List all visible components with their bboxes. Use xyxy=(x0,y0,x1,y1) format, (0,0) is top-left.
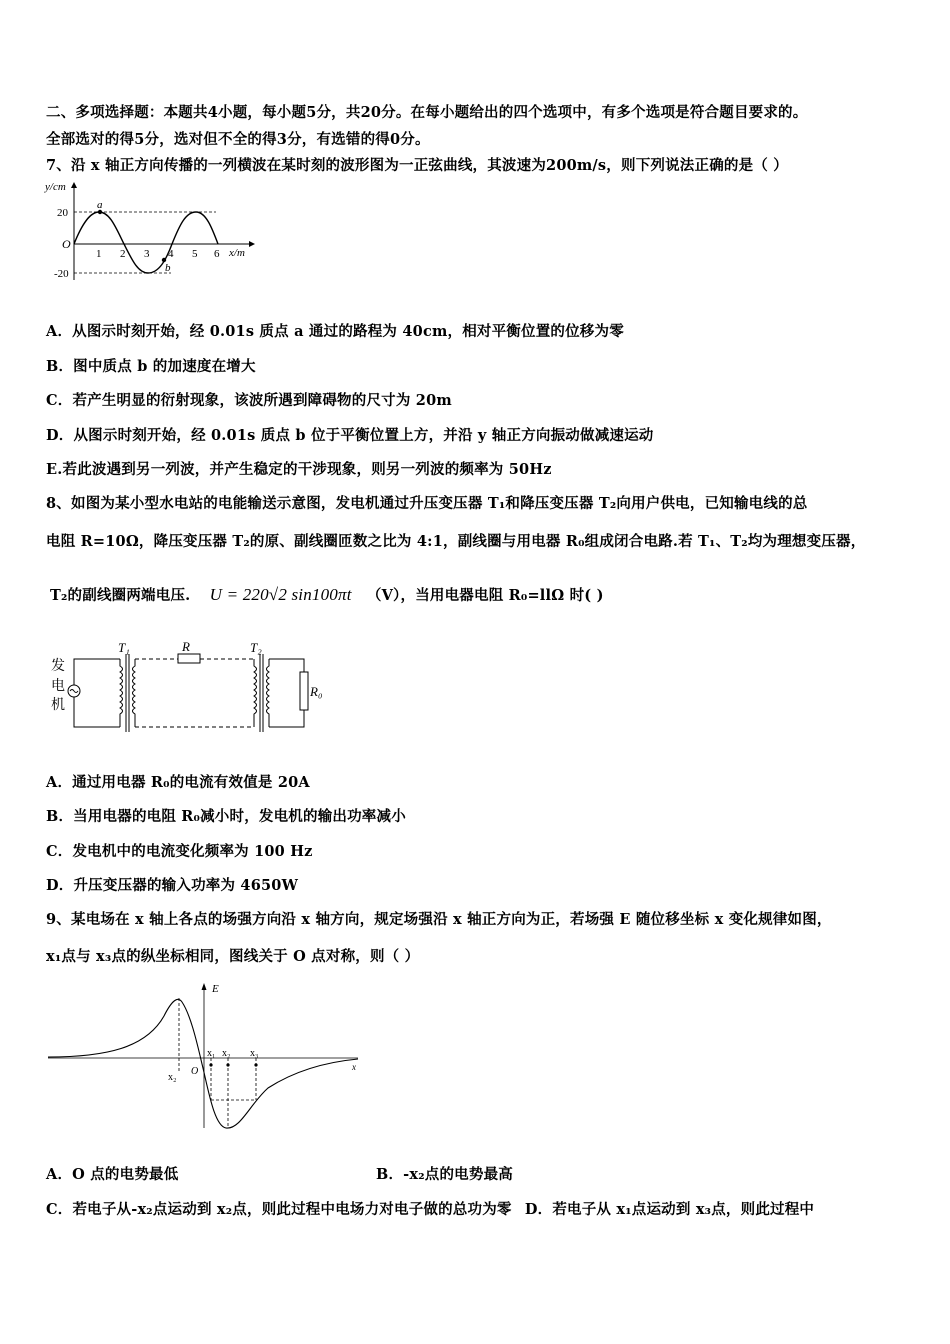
q8-line3-pre: T₂的副线圈两端电压. xyxy=(50,587,191,604)
q9-e-curve xyxy=(48,999,358,1128)
q8-option-a: A．通过用电器 R₀的电流有效值是 20A xyxy=(46,774,310,791)
q7-option-a: A．从图示时刻开始，经 0.01s 质点 a 通过的路程为 40cm，相对平衡位置的位移为零 xyxy=(46,323,624,340)
q9-e-label: E xyxy=(212,983,219,995)
q7-xtick-3: 3 xyxy=(144,248,150,260)
q9-option-b: B．-x₂点的电势最高 xyxy=(376,1166,513,1183)
q8-load-resistor xyxy=(300,672,308,710)
q7-option-b: B．图中质点 b 的加速度在增大 xyxy=(46,358,256,375)
q8-r0-label: R₀ xyxy=(310,684,323,699)
q8-stem-line2: 电阻 R=10Ω，降压变压器 T₂的原、副线圈匝数之比为 4:1，副线圈与用电器 R₀组成闭合电路.若 T₁、T₂均为理想变压器， xyxy=(46,533,866,550)
q8-r-label: R xyxy=(182,639,190,654)
q8-line3-post: （V），当用电器电阻 R₀=llΩ 时( ) xyxy=(366,587,604,604)
q9-axis-end: x xyxy=(352,1062,356,1072)
q8-circuit-figure xyxy=(48,638,348,738)
q9-stem-line2: x₁点与 x₃点的纵坐标相同，图线关于 O 点对称，则（ ） xyxy=(46,948,420,965)
q7-option-e: E.若此波遇到另一列波，并产生稳定的干涉现象，则另一列波的频率为 50Hz xyxy=(46,461,552,478)
q8-t2-label: T₂ xyxy=(250,640,262,655)
q9-field-figure xyxy=(46,978,366,1138)
q9-stem-line1: 9、某电场在 x 轴上各点的场强方向沿 x 轴方向，规定场强沿 x 轴正方向为正，若场强 E 随位移坐标 x 变化规律如图， xyxy=(46,911,832,928)
q7-ylabel: y/cm xyxy=(45,181,66,193)
q7-label-b: b xyxy=(165,262,171,274)
q9-option-c-d xyxy=(46,1198,814,1219)
q8-stem-line3 xyxy=(50,584,604,605)
q9-option-d: D．若电子从 x₁点运动到 x₃点，则此过程中 xyxy=(524,1201,815,1218)
q7-xlabel: x/m xyxy=(229,247,245,259)
q7-sine-curve xyxy=(74,212,218,273)
q8-option-b: B．当用电器的电阻 R₀减小时，发电机的输出功率减小 xyxy=(46,808,406,825)
q9-option-a: A．O 点的电势最低 xyxy=(46,1166,179,1183)
section-heading: 二、多项选择题：本题共4小题，每小题5分，共20分。在每小题给出的四个选项中，有多个选项是符合题目要求的。 xyxy=(46,104,808,121)
section-scoring-rule: 全部选对的得5分，选对但不全的得3分，有选错的得0分。 xyxy=(46,131,430,148)
q7-xtick-1: 1 xyxy=(96,248,102,260)
q9-neg-x2-label: x₂ xyxy=(168,1072,177,1083)
q9-origin: O xyxy=(191,1066,199,1077)
q8-gen-label-2: 电 xyxy=(51,679,65,694)
q8-t2-secondary-coil xyxy=(267,659,270,727)
q8-voltage-formula: U = 220√2 sin100πt xyxy=(209,585,352,604)
q9-x1-label: x₁ xyxy=(207,1048,216,1059)
q8-t2-primary-coil xyxy=(254,659,257,727)
q9-x2-label: x₂ xyxy=(222,1048,231,1059)
q7-ytick-neg20: -20 xyxy=(54,268,69,280)
q8-line-resistor xyxy=(178,654,200,663)
q7-ytick-20: 20 xyxy=(57,207,68,219)
q8-gen-label-1: 发 xyxy=(51,659,65,674)
q7-xtick-2: 2 xyxy=(120,248,126,260)
q8-t1-secondary-coil xyxy=(133,659,136,727)
q8-gen-label-3: 机 xyxy=(51,698,65,713)
q7-xtick-6: 6 xyxy=(214,248,220,260)
q7-origin: O xyxy=(62,237,71,251)
q7-label-a: a xyxy=(97,199,103,211)
q7-option-d: D．从图示时刻开始，经 0.01s 质点 b 位于平衡位置上方，并沿 y 轴正方向振动做减速运动 xyxy=(46,427,654,444)
q9-option-c: C．若电子从-x₂点运动到 x₂点，则此过程中电场力对电子做的总功为零 xyxy=(46,1201,512,1218)
q7-option-c: C．若产生明显的衍射现象，该波所遇到障碍物的尺寸为 20m xyxy=(46,392,452,409)
q8-t1-primary-coil xyxy=(120,659,123,727)
q7-wave-figure xyxy=(44,180,259,290)
q8-option-c: C．发电机中的电流变化频率为 100 Hz xyxy=(46,843,313,860)
q8-option-d: D．升压变压器的输入功率为 4650W xyxy=(46,877,299,894)
q7-xtick-5: 5 xyxy=(192,248,198,260)
q7-stem: 7、沿 x 轴正方向传播的一列横波在某时刻的波形图为一正弦曲线，其波速为200m/s，则下列说法正确的是（ ） xyxy=(46,157,788,174)
q7-xtick-4: 4 xyxy=(168,248,174,260)
q9-x3-label: x₃ xyxy=(250,1048,259,1059)
q8-stem-line1: 8、如图为某小型水电站的电能输送示意图，发电机通过升压变压器 T₁和降压变压器 T₂向用户供电，已知输电线的总 xyxy=(46,495,808,512)
q8-t1-label: T₁ xyxy=(118,640,130,655)
